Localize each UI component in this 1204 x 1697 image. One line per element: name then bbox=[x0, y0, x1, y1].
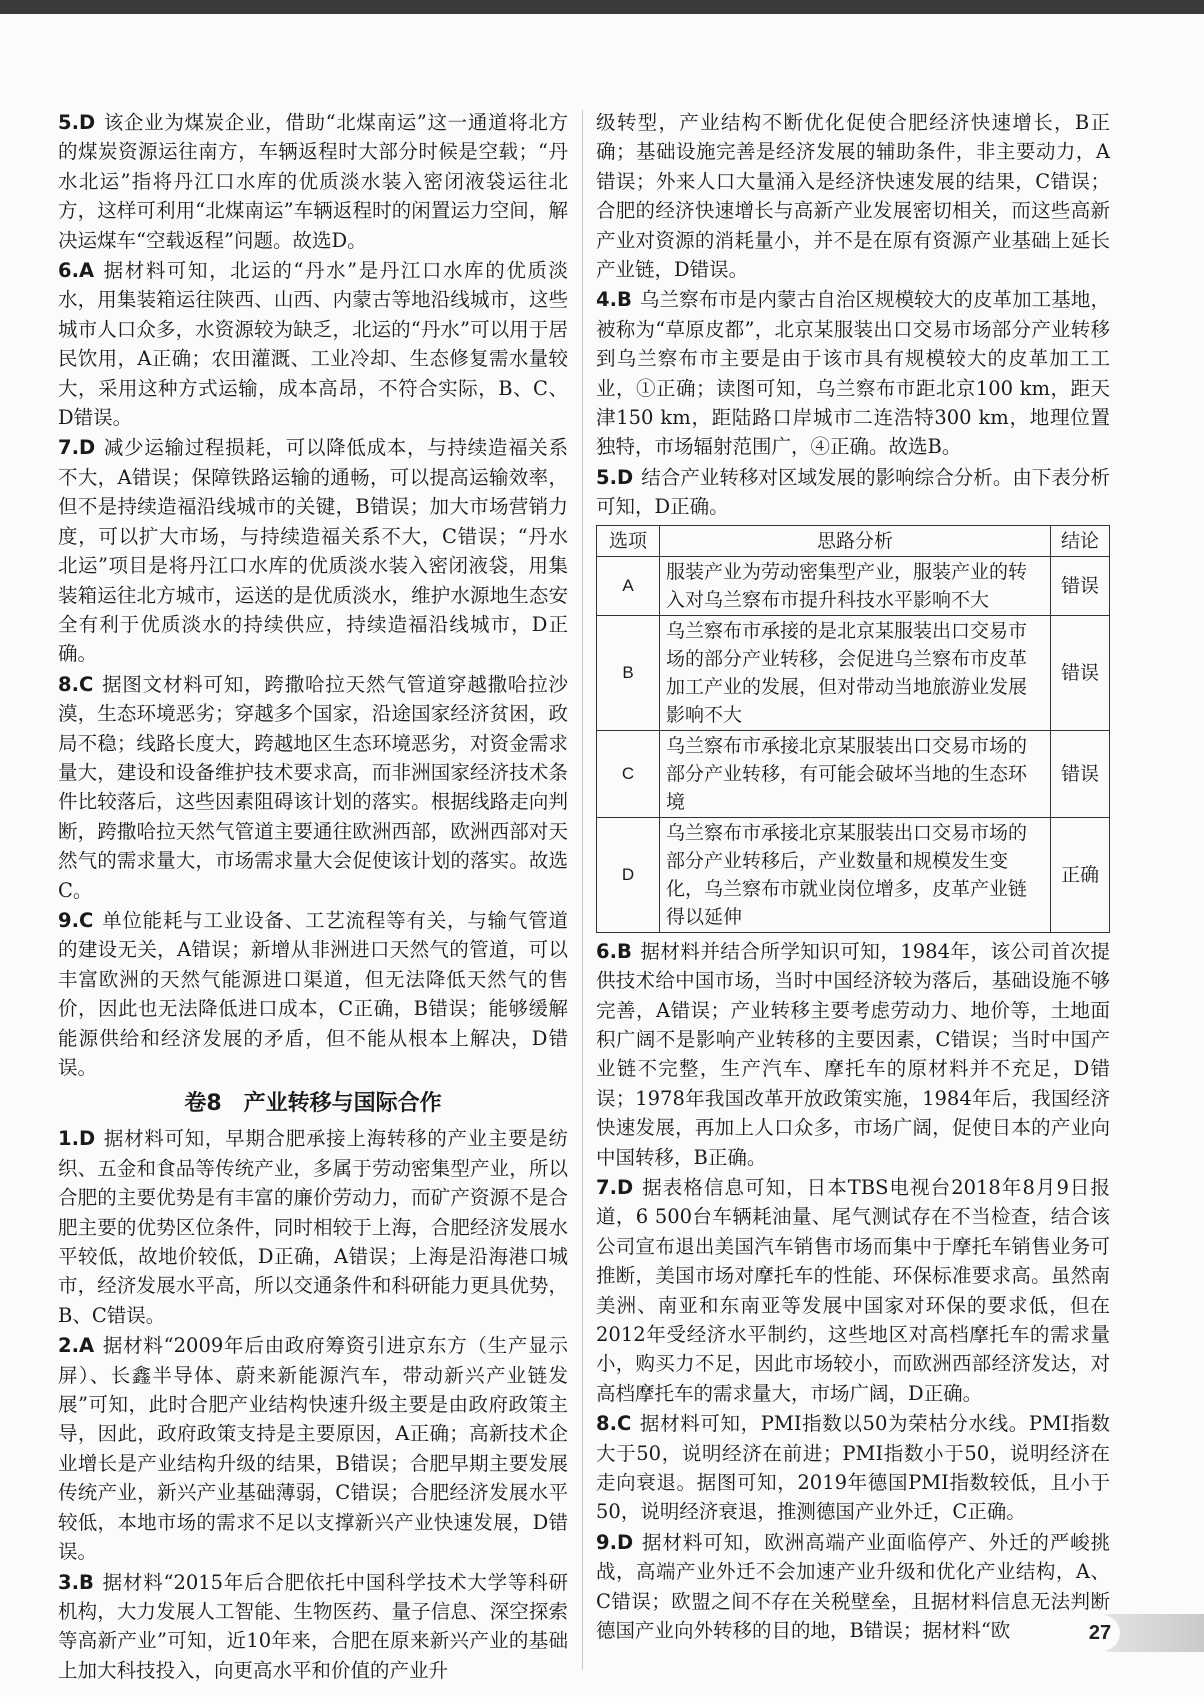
answer-item: 9.C 单位能耗与工业设备、工艺流程等有关，与输气管道的建设无关，A错误；新增从非洲进口天然气的管道，可以丰富欧洲的天然气能源进口渠道，但无法降低天然气的售价，因此也无法降低进口成本，C正确，B错误；能够缓解能源供给和经济发展的矛盾，但不能从根本上解决，D错误。 bbox=[58, 908, 568, 1079]
right-column bbox=[596, 108, 1110, 1646]
answer-item: 4.B 乌兰察布市是内蒙古自治区规模较大的皮革加工基地，被称为“草原皮都”，北京某服装出口交易市场部分产业转移到乌兰察布市主要是由于该市具有规模较大的皮革加工工业，①正确；读图可知，乌兰察布市距北京100 km，距天津150 km，距陆路口岸城市二连浩特300 km，地理位置独特，市场辐射范围广，④正确。故选B。 bbox=[596, 288, 1110, 459]
answer-item: 8.C 据图文材料可知，跨撒哈拉天然气管道穿越撒哈拉沙漠，生态环境恶劣；穿越多个国家，沿途国家经济贫困，政局不稳；线路长度大，跨越地区生态环境恶劣，对资金需求量大，建设和设备维护技术要求高，而非洲国家经济技术条件比较落后，这些因素阻碍该计划的落实。根据线路走向判断，跨撒哈拉天然气管道主要通往欧洲西部，欧洲西部对天然气的需求量大，市场需求量大会促使该计划的落实。故选C。 bbox=[58, 672, 568, 902]
table-row: B 乌兰察布市承接的是北京某服装出口交易市场的部分产业转移，会促进乌兰察布市皮革加工产业的发展，但对带动当地旅游业发展影响不大 错误 bbox=[597, 615, 1110, 730]
header-option: 选项 bbox=[597, 525, 660, 556]
header-result: 结论 bbox=[1051, 525, 1110, 556]
answer-continuation: 级转型，产业结构不断优化促使合肥经济快速增长，B正确；基础设施完善是经济发展的辅助条件，非主要动力，A错误；外来人口大量涌入是经济快速发展的结果，C错误；合肥的经济快速增长与高新产业发展密切相关，而这些高新产业对资源的消耗量小，并不是在原有资源产业基础上延长产业链，D错误。 bbox=[596, 111, 1110, 282]
answer-item: 9.D 据材料可知，欧洲高端产业面临停产、外迁的严峻挑战，高端产业外迁不会加速产业升级和优化产业结构，A、C错误；欧盟之间不存在关税壁垒，且据材料信息无法判断德国产业向外转移的目的地，B错误；据材料“欧 bbox=[596, 1530, 1110, 1643]
table-header-row bbox=[597, 525, 1110, 556]
table-row: D 乌兰察布市承接北京某服装出口交易市场的部分产业转移后，产业数量和规模发生变化，乌兰察布市就业岗位增多，皮革产业链得以延伸 正确 bbox=[597, 817, 1110, 932]
answer-item: 6.A 据材料可知，北运的“丹水”是丹江口水库的优质淡水，用集装箱运往陕西、山西、内蒙古等地沿线城市，这些城市人口众多，水资源较为缺乏，北运的“丹水”可以用于居民饮用，A正确；农田灌溉、工业冷却、生态修复需水量较大，采用这种方式运输，成本高昂，不符合实际，B、C、D错误。 bbox=[58, 259, 568, 430]
answer-item: 7.D 据表格信息可知，日本TBS电视台2018年8月9日报道，6 500台车辆耗油量、尾气测试存在不当检查，结合该公司宣布退出美国汽车销售市场而集中于摩托车销售业务可推断，美国市场对摩托车的性能、环保标准要求高。虽然南美洲、南亚和东南亚等发展中国家对环保的要求低，但在2012年受经济水平制约，这些地区对高档摩托车的需求量小，购买力不足，因此市场较小，而欧洲西部经济发达，对高档摩托车的需求量大，市场广阔，D正确。 bbox=[596, 1175, 1110, 1405]
top-edge-bar bbox=[0, 0, 1204, 14]
section-title: 卷8 产业转移与国际合作 bbox=[184, 1091, 442, 1117]
answer-item: 5.D 结合产业转移对区域发展的影响综合分析。由下表分析可知，D正确。 bbox=[596, 465, 1110, 519]
answer-item: 2.A 据材料“2009年后由政府筹资引进京东方（生产显示屏）、长鑫半导体、蔚来新能源汽车，带动新兴产业链发展”可知，此时合肥产业结构快速升级主要是由政府政策主导，因此，政府政策支持是主要原因，A正确；高新技术企业增长是产业结构升级的结果，B错误；合肥早期主要发展传统产业，新兴产业基础薄弱，C错误；合肥经济发展水平较低，本地市场的需求不足以支撑新兴产业快速发展，D错误。 bbox=[58, 1334, 568, 1564]
answer-item: 6.B 据材料并结合所学知识可知，1984年，该公司首次提供技术给中国市场，当时中国经济较为落后，基础设施不够完善，A错误；产业转移主要考虑劳动力、地价等，土地面积广阔不是影响产业转移的主要因素，C错误；当时中国产业链不完整，生产汽车、摩托车的原材料并不充足，D错误；1978年我国改革开放政策实施，1984年后，我国经济快速发展，再加上人口众多，市场广阔，促使日本的产业向中国转移，B正确。 bbox=[596, 939, 1110, 1169]
answer-item: 7.D 减少运输过程损耗，可以降低成本，与持续造福关系不大，A错误；保障铁路运输的通畅，可以提高运输效率，但不是持续造福沿线城市的关键，B错误；加大市场营销力度，可以扩大市场，与持续造福关系不大，C错误；“丹水北运”项目是将丹江口水库的优质淡水装入密闭液袋，用集装箱运往北方城市，运送的是优质淡水，维护水源地生态安全有利于优质淡水的持续供应，持续造福沿线城市，D正确。 bbox=[58, 436, 568, 666]
table-row: C 乌兰察布市承接北京某服装出口交易市场的部分产业转移，有可能会破坏当地的生态环境 错误 bbox=[597, 730, 1110, 817]
answer-item: 8.C 据材料可知，PMI指数以50为荣枯分水线。PMI指数大于50，说明经济在前进；PMI指数小于50，说明经济在走向衰退。据图可知，2019年德国PMI指数较低，且小于50，说明经济衰退，推测德国产业外迁，C正确。 bbox=[596, 1412, 1110, 1524]
header-analysis: 思路分析 bbox=[660, 525, 1051, 556]
page-number: 27 bbox=[1080, 1615, 1120, 1651]
answer-item: 3.B 据材料“2015年后合肥依托中国科学技术大学等科研机构，大力发展人工智能、生物医药、量子信息、深空探索等高新产业”可知，近10年来，合肥在原来新兴产业的基础上加大科技投入，向更高水平和价值的产业升 bbox=[58, 1570, 568, 1682]
column-divider bbox=[582, 110, 583, 1670]
table-row: A 服装产业为劳动密集型产业，服装产业的转入对乌兰察布市提升科技水平影响不大 错误 bbox=[597, 556, 1110, 615]
answer-item: 1.D 据材料可知，早期合肥承接上海转移的产业主要是纺织、五金和食品等传统产业，多属于劳动密集型产业，所以合肥的主要优势是有丰富的廉价劳动力，而矿产资源不是合肥主要的优势区位条件，同时相较于上海，合肥经济发展水平较低，故地价较低，D正确，A错误；上海是沿海港口城市，经济发展水平高，所以交通条件和科研能力更具优势，B、C错误。 bbox=[58, 1127, 568, 1327]
left-column bbox=[58, 108, 568, 1686]
answer-item: 5.D 该企业为煤炭企业，借助“北煤南运”这一通道将北方的煤炭资源运往南方，车辆返程时大部分时候是空载；“丹水北运”指将丹江口水库的优质淡水装入密闭液袋运往北方，这样可利用“北煤南运”车辆返程时的闲置运力空间，解决运煤车“空载返程”问题。故选D。 bbox=[58, 111, 568, 252]
analysis-table bbox=[596, 525, 1110, 933]
